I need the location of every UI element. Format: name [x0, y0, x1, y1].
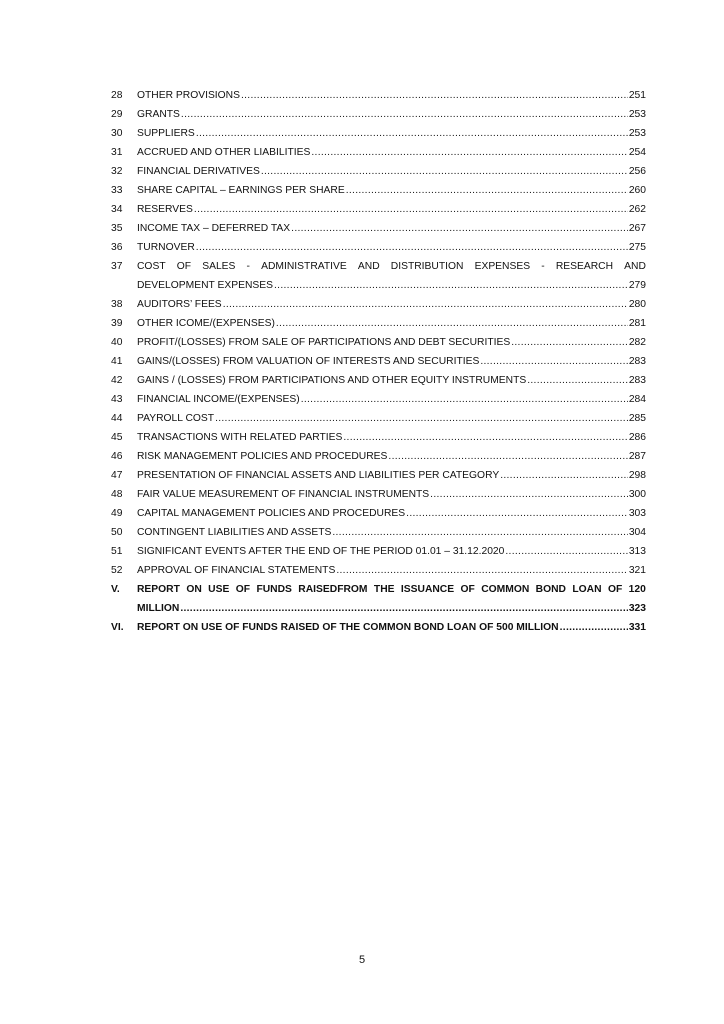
toc-entry-page: 260	[628, 185, 646, 196]
toc-entry-label: TRANSACTIONS WITH RELATED PARTIES	[137, 432, 343, 443]
toc-entry-number: 29	[111, 109, 123, 120]
toc-entry-line	[137, 162, 646, 181]
toc-entry-line	[137, 428, 646, 447]
toc-entry-label-word: AND	[357, 261, 380, 272]
toc-entry[interactable]	[111, 219, 646, 238]
toc-entry-number: 31	[111, 147, 123, 158]
toc-entry-page: 285	[628, 413, 646, 424]
toc-entry-page: 262	[628, 204, 646, 215]
dot-leader	[223, 295, 628, 314]
page-number: 5	[358, 954, 366, 966]
toc-entry-label-word: ON	[186, 584, 202, 595]
toc-entry-page: 313	[628, 546, 646, 557]
toc-entry-label: OTHER PROVISIONS	[137, 90, 240, 101]
toc-entry-label-word: THE	[373, 584, 395, 595]
toc-entry-label: FAIR VALUE MEASUREMENT OF FINANCIAL INSTRUMENTS	[137, 489, 430, 500]
toc-entry-label-word: OF	[460, 584, 475, 595]
toc-entry-label-word: OF	[176, 261, 192, 272]
toc-entry-number: 35	[111, 223, 123, 234]
toc-entry-page: 286	[628, 432, 646, 443]
toc-entry-number: 50	[111, 527, 123, 538]
toc-entry[interactable]	[111, 542, 646, 561]
toc-entry-number: VI.	[111, 622, 124, 633]
toc-entry-label-word: ISSUANCE	[400, 584, 455, 595]
toc-entry-number: 38	[111, 299, 123, 310]
toc-entry-label-word: -	[541, 261, 545, 272]
toc-entry[interactable]	[111, 447, 646, 466]
dot-leader	[505, 542, 627, 561]
toc-entry-page: 282	[628, 337, 646, 348]
toc-entry[interactable]	[111, 124, 646, 143]
dot-leader	[332, 523, 627, 542]
toc-entry-label-word: EXPENSES	[474, 261, 531, 272]
toc-entry-page: 253	[628, 128, 646, 139]
toc-entry-label: SHARE CAPITAL – EARNINGS PER SHARE	[137, 185, 345, 196]
toc-entry-line	[137, 124, 646, 143]
toc-entry-line	[137, 181, 646, 200]
toc-entry-label: ACCRUED AND OTHER LIABILITIES	[137, 147, 311, 158]
toc-entry-label: SIGNIFICANT EVENTS AFTER THE END OF THE PERIOD 01.01 – 31.12.2020	[137, 546, 505, 557]
toc-entry-label: RISK MANAGEMENT POLICIES AND PROCEDURES	[137, 451, 388, 462]
toc-entry[interactable]	[111, 390, 646, 409]
toc-entry-page: 298	[628, 470, 646, 481]
dot-leader	[430, 485, 628, 504]
toc-entry-label: GAINS / (LOSSES) FROM PARTICIPATIONS AND OTHER EQUITY INSTRUMENTS	[137, 375, 527, 386]
dot-leader	[511, 333, 628, 352]
toc-entry-line	[137, 295, 646, 314]
toc-entry-label-word: -	[246, 261, 250, 272]
toc-entry[interactable]	[111, 371, 646, 390]
toc-entry-label-word: ADMINISTRATIVE	[261, 261, 347, 272]
toc-entry-line	[137, 333, 646, 352]
toc-entry[interactable]	[111, 428, 646, 447]
toc-entry[interactable]	[111, 295, 646, 314]
toc-entry-line	[137, 485, 646, 504]
toc-entry-line	[137, 143, 646, 162]
toc-entry-page: 303	[628, 508, 646, 519]
toc-entry-label-word: COST	[137, 261, 166, 272]
toc-entry-line	[137, 371, 646, 390]
dot-leader	[291, 219, 628, 238]
toc-entry[interactable]	[111, 105, 646, 124]
toc-entry-page: 300	[628, 489, 646, 500]
dot-leader	[343, 428, 627, 447]
dot-leader	[274, 276, 628, 295]
toc-entry-line	[137, 390, 646, 409]
toc-entry-label: GAINS/(LOSSES) FROM VALUATION OF INTERESTS AND SECURITIES	[137, 356, 480, 367]
toc-entry-body	[137, 580, 646, 618]
toc-entry-number: 42	[111, 375, 123, 386]
dot-leader	[215, 409, 628, 428]
toc-entry-label: REPORT ON USE OF FUNDS RAISED OF THE COMMON BOND LOAN OF 500 MILLION	[137, 622, 559, 633]
dot-leader	[527, 371, 628, 390]
toc-entry-label: OTHER ICOME/(EXPENSES)	[137, 318, 275, 329]
toc-entry-number: 43	[111, 394, 123, 405]
toc-entry-line	[137, 561, 646, 580]
toc-entry[interactable]	[111, 504, 646, 523]
toc-entry-label: RESERVES	[137, 204, 193, 215]
toc-entry-number: 41	[111, 356, 123, 367]
toc-entry-number: 52	[111, 565, 123, 576]
toc-entry[interactable]	[111, 466, 646, 485]
toc-entry-page: 251	[628, 90, 646, 101]
toc-entry-label-word: RESEARCH	[555, 261, 614, 272]
toc-entry-line	[137, 352, 646, 371]
toc-entry-label: CAPITAL MANAGEMENT POLICIES AND PROCEDURES	[137, 508, 406, 519]
toc-entry[interactable]	[111, 580, 646, 618]
dot-leader	[336, 561, 627, 580]
toc-entry-label-line2: DEVELOPMENT EXPENSES	[137, 280, 274, 291]
dot-leader	[181, 105, 628, 124]
toc-entry-label-word: FUNDS	[256, 584, 292, 595]
toc-entry-label: FINANCIAL INCOME/(EXPENSES)	[137, 394, 300, 405]
toc-entry[interactable]	[111, 485, 646, 504]
toc-entry-line	[137, 504, 646, 523]
toc-entry[interactable]	[111, 618, 646, 637]
toc-entry-line	[137, 276, 646, 295]
dot-leader	[180, 599, 627, 618]
toc-entry-label-word: REPORT	[137, 584, 180, 595]
toc-entry-label-line1	[137, 257, 646, 276]
toc-entry[interactable]	[111, 257, 646, 295]
toc-entry-label-word: RAISEDFROM	[298, 584, 368, 595]
toc-entry-number: 48	[111, 489, 123, 500]
toc-entry[interactable]	[111, 409, 646, 428]
toc-entry-label: FINANCIAL DERIVATIVES	[137, 166, 260, 177]
dot-leader	[480, 352, 627, 371]
toc-entry[interactable]	[111, 200, 646, 219]
toc-entry-label-word: USE	[208, 584, 230, 595]
dot-leader	[261, 162, 628, 181]
toc-entry-line	[137, 86, 646, 105]
toc-entry-label-word: AND	[624, 261, 646, 272]
toc-entry-line	[137, 542, 646, 561]
toc-entry-label-line2: MILLION	[137, 603, 180, 614]
toc-entry-label-word: SALES	[202, 261, 236, 272]
toc-entry-page: 281	[628, 318, 646, 329]
toc-entry-label: TURNOVER	[137, 242, 195, 253]
toc-entry-number: 36	[111, 242, 123, 253]
toc-entry-page: 279	[628, 280, 646, 291]
toc-entry-line	[137, 314, 646, 333]
toc-entry-number: 45	[111, 432, 123, 443]
toc-entry-label: PROFIT/(LOSSES) FROM SALE OF PARTICIPATIONS AND DEBT SECURITIES	[137, 337, 511, 348]
toc-entry-label-line1	[137, 580, 646, 599]
toc-entry-label: CONTINGENT LIABILITIES AND ASSETS	[137, 527, 332, 538]
toc-entry-label: APPROVAL OF FINANCIAL STATEMENTS	[137, 565, 336, 576]
toc-entry-label-word: OF	[235, 584, 251, 595]
toc-entry[interactable]	[111, 352, 646, 371]
toc-entry-page: 283	[628, 356, 646, 367]
toc-entry-label-word: LOAN	[572, 584, 602, 595]
toc-entry[interactable]	[111, 314, 646, 333]
toc-entry-line	[137, 409, 646, 428]
toc-entry-label: GRANTS	[137, 109, 180, 120]
toc-entry-page: 283	[628, 375, 646, 386]
toc-entry-line	[137, 105, 646, 124]
toc-entry-number: 28	[111, 90, 123, 101]
toc-entry-page: 284	[628, 394, 646, 405]
toc-entry-number: 37	[111, 261, 123, 272]
toc-entry-page: 304	[628, 527, 646, 538]
toc-entry-page: 287	[628, 451, 646, 462]
dot-leader	[406, 504, 628, 523]
toc-entry-page: 323	[628, 603, 646, 614]
dot-leader	[194, 200, 628, 219]
toc-entry-body	[137, 257, 646, 295]
toc-entry-number: 34	[111, 204, 123, 215]
toc-entry-number: 32	[111, 166, 123, 177]
toc-entry-label-word: BOND	[535, 584, 566, 595]
toc-entry-number: 39	[111, 318, 123, 329]
toc-entry[interactable]	[111, 86, 646, 105]
toc-entry-label-word: DISTRIBUTION	[390, 261, 464, 272]
dot-leader	[241, 86, 628, 105]
toc-entry-page: 254	[628, 147, 646, 158]
dot-leader	[196, 124, 628, 143]
toc-entry[interactable]	[111, 238, 646, 257]
table-of-contents	[111, 86, 646, 637]
toc-entry-number: 49	[111, 508, 123, 519]
toc-entry-label: INCOME TAX – DEFERRED TAX	[137, 223, 291, 234]
toc-entry[interactable]	[111, 561, 646, 580]
toc-entry-number: 40	[111, 337, 123, 348]
toc-entry-line	[137, 238, 646, 257]
dot-leader	[560, 618, 628, 637]
dot-leader	[500, 466, 628, 485]
toc-entry-label: AUDITORS’ FEES	[137, 299, 222, 310]
toc-entry[interactable]	[111, 333, 646, 352]
toc-entry-number: 30	[111, 128, 123, 139]
toc-entry-label: PAYROLL COST	[137, 413, 215, 424]
toc-entry-line	[137, 447, 646, 466]
toc-entry-page: 321	[628, 565, 646, 576]
toc-entry-line	[137, 219, 646, 238]
toc-entry-page: 256	[628, 166, 646, 177]
dot-leader	[196, 238, 628, 257]
dot-leader	[301, 390, 628, 409]
toc-entry-number: 33	[111, 185, 123, 196]
toc-entry-number: V.	[111, 584, 120, 595]
toc-entry[interactable]	[111, 162, 646, 181]
toc-entry-page: 275	[628, 242, 646, 253]
toc-entry-label-word: OF	[607, 584, 623, 595]
toc-entry-line	[137, 599, 646, 618]
toc-entry-number: 51	[111, 546, 123, 557]
toc-entry-number: 46	[111, 451, 123, 462]
toc-entry-page: 267	[628, 223, 646, 234]
toc-entry-line	[137, 200, 646, 219]
toc-entry-line	[137, 466, 646, 485]
dot-leader	[346, 181, 628, 200]
toc-entry-number: 44	[111, 413, 123, 424]
toc-entry[interactable]	[111, 181, 646, 200]
dot-leader	[311, 143, 627, 162]
dot-leader	[388, 447, 627, 466]
toc-entry-line	[137, 523, 646, 542]
dot-leader	[276, 314, 628, 333]
toc-entry-label: PRESENTATION OF FINANCIAL ASSETS AND LIABILITIES PER CATEGORY	[137, 470, 500, 481]
toc-entry[interactable]	[111, 523, 646, 542]
toc-entry-label: SUPPLIERS	[137, 128, 195, 139]
toc-entry-page: 331	[628, 622, 646, 633]
toc-entry-label-word: COMMON	[481, 584, 530, 595]
toc-entry-label-word: 120	[628, 584, 646, 595]
toc-entry-page: 280	[628, 299, 646, 310]
toc-entry-line	[137, 618, 646, 637]
toc-entry[interactable]	[111, 143, 646, 162]
toc-entry-page: 253	[628, 109, 646, 120]
toc-entry-number: 47	[111, 470, 123, 481]
